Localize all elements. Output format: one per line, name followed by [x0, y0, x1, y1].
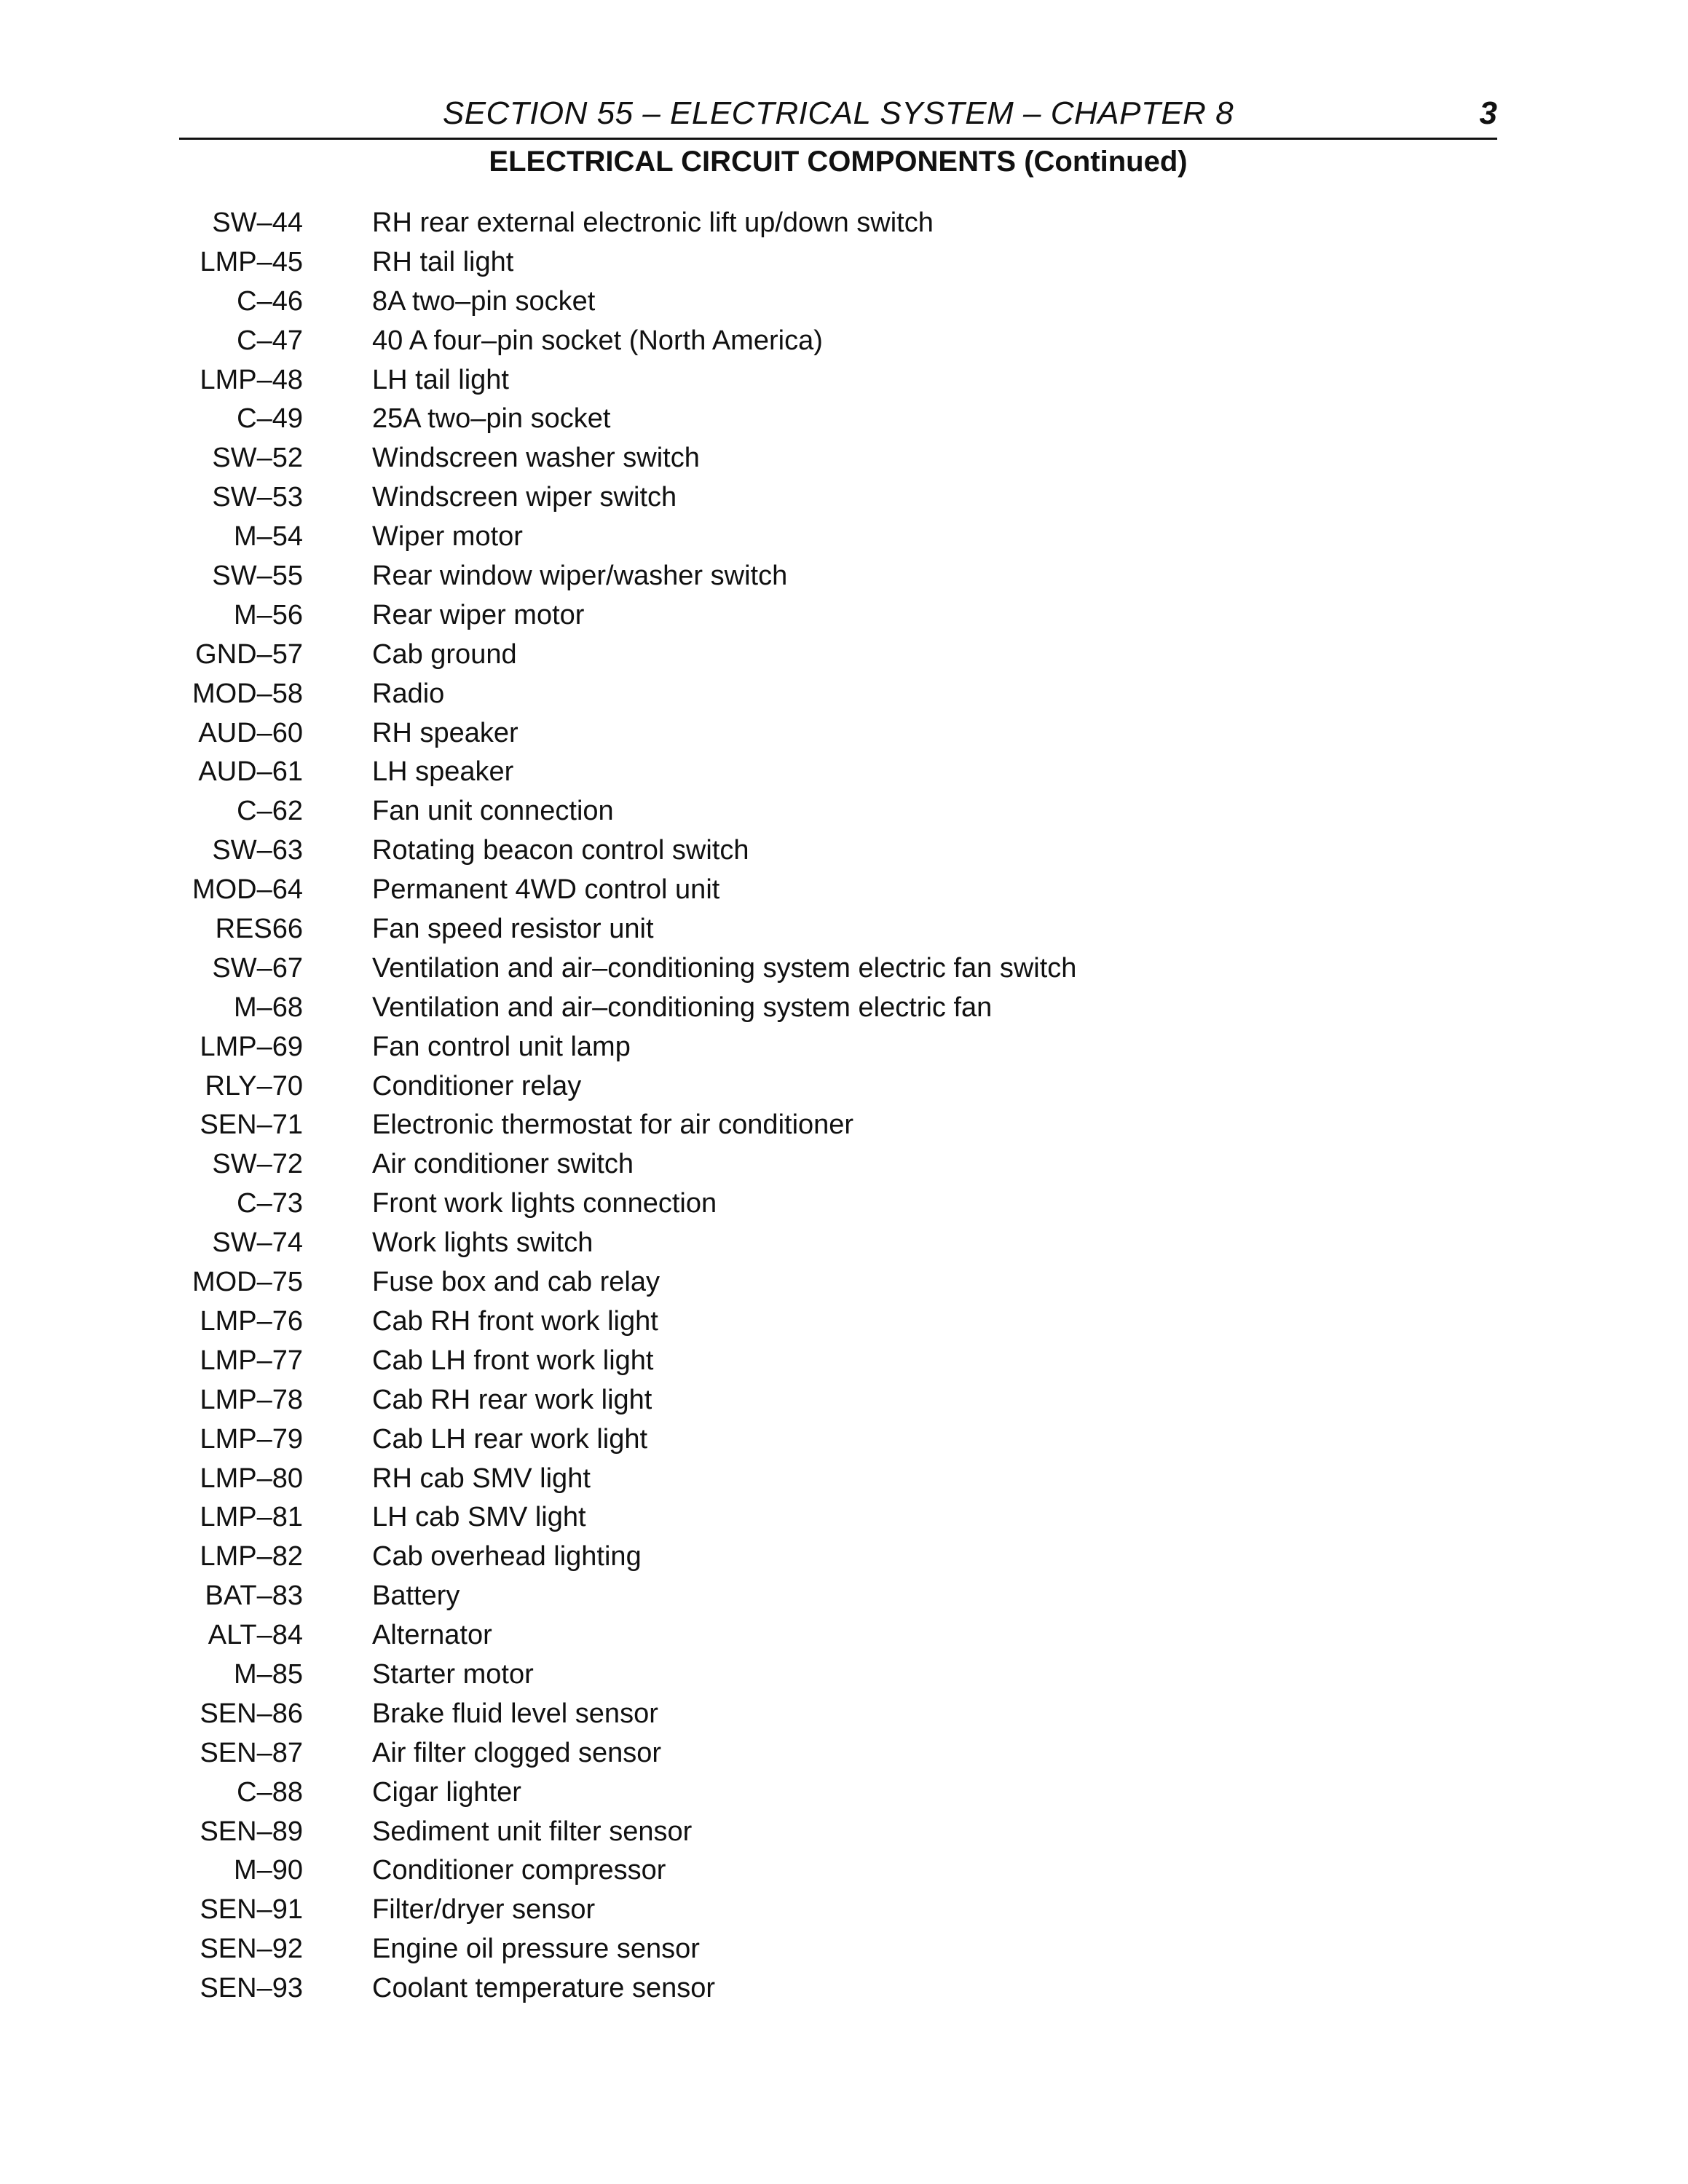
component-list — [0, 203, 1688, 2008]
component-code: SW–63 — [212, 835, 303, 866]
component-description: Cab RH rear work light — [372, 1384, 652, 1415]
component-code: SW–53 — [212, 482, 303, 513]
section-title: SECTION 55 – ELECTRICAL SYSTEM – CHAPTER 8 — [442, 95, 1234, 131]
component-description: Rear wiper motor — [372, 599, 585, 630]
list-item — [0, 1184, 1688, 1223]
component-code: SEN–87 — [200, 1737, 303, 1768]
component-description: Work lights switch — [372, 1227, 593, 1259]
component-description: Fuse box and cab relay — [372, 1267, 660, 1298]
list-item — [0, 909, 1688, 949]
list-item — [0, 1459, 1688, 1498]
component-code: M–85 — [233, 1658, 303, 1690]
component-code: BAT–83 — [205, 1580, 303, 1612]
component-description: Windscreen wiper switch — [372, 482, 677, 513]
list-item — [0, 635, 1688, 674]
component-description: Rotating beacon control switch — [372, 835, 749, 866]
component-code: LMP–80 — [200, 1463, 303, 1494]
component-description: 25A two–pin socket — [372, 403, 611, 435]
list-item — [0, 517, 1688, 556]
list-item — [0, 1890, 1688, 1929]
component-code: SW–55 — [212, 561, 303, 592]
list-item — [0, 596, 1688, 635]
list-item — [0, 1733, 1688, 1773]
list-item — [0, 282, 1688, 321]
list-item — [0, 949, 1688, 988]
list-item — [0, 1576, 1688, 1615]
list-item — [0, 556, 1688, 596]
component-code: LMP–82 — [200, 1541, 303, 1572]
list-item — [0, 203, 1688, 242]
component-description: LH tail light — [372, 364, 509, 395]
component-code: C–62 — [237, 796, 303, 827]
component-description: 40 A four–pin socket (North America) — [372, 325, 823, 356]
component-description: Battery — [372, 1580, 460, 1612]
component-description: Engine oil pressure sensor — [372, 1934, 700, 1965]
list-item — [0, 1929, 1688, 1969]
component-description: Coolant temperature sensor — [372, 1973, 716, 2004]
list-item — [0, 870, 1688, 909]
component-code: SW–74 — [212, 1227, 303, 1259]
component-code: LMP–78 — [200, 1384, 303, 1415]
component-description: Filter/dryer sensor — [372, 1894, 596, 1926]
list-item — [0, 988, 1688, 1027]
component-description: Conditioner relay — [372, 1070, 582, 1101]
component-description: RH cab SMV light — [372, 1463, 591, 1494]
component-description: Air conditioner switch — [372, 1149, 634, 1180]
component-code: SEN–91 — [200, 1894, 303, 1926]
component-code: M–68 — [233, 992, 303, 1023]
page-header — [179, 93, 1497, 140]
component-description: 8A two–pin socket — [372, 285, 596, 317]
header-divider — [179, 138, 1497, 140]
component-code: GND–57 — [195, 638, 303, 670]
component-code: AUD–60 — [198, 717, 303, 748]
list-item — [0, 1105, 1688, 1144]
list-item — [0, 399, 1688, 438]
list-item — [0, 1497, 1688, 1537]
component-description: Electronic thermostat for air conditioner — [372, 1109, 854, 1141]
component-description: Cab RH front work light — [372, 1305, 658, 1337]
component-code: LMP–69 — [200, 1031, 303, 1062]
list-item — [0, 1262, 1688, 1302]
list-item — [0, 1302, 1688, 1341]
component-code: MOD–64 — [192, 874, 303, 906]
component-code: MOD–58 — [192, 678, 303, 709]
component-description: RH rear external electronic lift up/down switch — [372, 207, 934, 238]
list-item — [0, 752, 1688, 791]
component-code: LMP–79 — [200, 1423, 303, 1455]
component-description: LH speaker — [372, 756, 514, 788]
component-code: ALT–84 — [208, 1620, 303, 1651]
component-code: LMP–77 — [200, 1345, 303, 1376]
list-item — [0, 1380, 1688, 1420]
component-description: Cigar lighter — [372, 1776, 521, 1808]
component-description: Wiper motor — [372, 521, 523, 553]
component-code: MOD–75 — [192, 1267, 303, 1298]
component-description: Cab LH front work light — [372, 1345, 654, 1376]
list-item — [0, 1027, 1688, 1067]
list-item — [0, 791, 1688, 831]
component-description: Cab overhead lighting — [372, 1541, 642, 1572]
component-description: RH speaker — [372, 717, 518, 748]
component-code: LMP–45 — [200, 246, 303, 277]
component-code: C–47 — [237, 325, 303, 356]
page-subtitle: ELECTRICAL CIRCUIT COMPONENTS (Continued) — [489, 146, 1188, 178]
list-item — [0, 1223, 1688, 1262]
component-code: RES66 — [215, 914, 303, 945]
component-description: Brake fluid level sensor — [372, 1698, 658, 1729]
component-code: SW–67 — [212, 952, 303, 984]
component-code: SEN–93 — [200, 1973, 303, 2004]
component-description: Ventilation and air–conditioning system electric fan — [372, 992, 993, 1023]
list-item — [0, 360, 1688, 400]
list-item — [0, 1694, 1688, 1733]
list-item — [0, 1537, 1688, 1576]
list-item — [0, 831, 1688, 870]
component-code: C–46 — [237, 285, 303, 317]
component-description: Ventilation and air–conditioning system electric fan switch — [372, 952, 1077, 984]
list-item — [0, 1969, 1688, 2008]
component-description: LH cab SMV light — [372, 1502, 586, 1533]
list-item — [0, 1655, 1688, 1694]
component-code: LMP–48 — [200, 364, 303, 395]
component-code: M–56 — [233, 599, 303, 630]
list-item — [0, 478, 1688, 517]
list-item — [0, 674, 1688, 713]
component-code: SW–44 — [212, 207, 303, 238]
list-item — [0, 1067, 1688, 1106]
component-description: Cab LH rear work light — [372, 1423, 648, 1455]
component-code: C–73 — [237, 1188, 303, 1219]
list-item — [0, 321, 1688, 360]
component-description: Starter motor — [372, 1658, 534, 1690]
component-code: SEN–71 — [200, 1109, 303, 1141]
component-description: Alternator — [372, 1620, 492, 1651]
component-code: M–54 — [233, 521, 303, 553]
list-item — [0, 1615, 1688, 1655]
component-description: Front work lights connection — [372, 1188, 717, 1219]
component-code: SW–52 — [212, 443, 303, 474]
component-description: Sediment unit filter sensor — [372, 1816, 693, 1847]
component-code: SEN–89 — [200, 1816, 303, 1847]
component-description: RH tail light — [372, 246, 514, 277]
list-item — [0, 1851, 1688, 1890]
component-code: AUD–61 — [198, 756, 303, 788]
component-code: M–90 — [233, 1855, 303, 1886]
component-description: Conditioner compressor — [372, 1855, 666, 1886]
list-item — [0, 1420, 1688, 1459]
component-code: LMP–81 — [200, 1502, 303, 1533]
list-item — [0, 1144, 1688, 1184]
component-description: Windscreen washer switch — [372, 443, 700, 474]
list-item — [0, 713, 1688, 753]
component-code: LMP–76 — [200, 1305, 303, 1337]
list-item — [0, 1773, 1688, 1812]
list-item — [0, 1812, 1688, 1851]
list-item — [0, 1341, 1688, 1380]
component-description: Fan unit connection — [372, 796, 614, 827]
component-description: Radio — [372, 678, 445, 709]
component-description: Cab ground — [372, 638, 517, 670]
component-code: SEN–86 — [200, 1698, 303, 1729]
list-item — [0, 242, 1688, 282]
component-code: SEN–92 — [200, 1934, 303, 1965]
list-item — [0, 438, 1688, 478]
component-code: SW–72 — [212, 1149, 303, 1180]
page-number: 3 — [1479, 95, 1497, 131]
component-description: Permanent 4WD control unit — [372, 874, 720, 906]
component-code: C–49 — [237, 403, 303, 435]
component-code: RLY–70 — [205, 1070, 303, 1101]
component-description: Fan control unit lamp — [372, 1031, 631, 1062]
component-description: Rear window wiper/washer switch — [372, 561, 788, 592]
component-description: Fan speed resistor unit — [372, 914, 654, 945]
component-code: C–88 — [237, 1776, 303, 1808]
component-description: Air filter clogged sensor — [372, 1737, 662, 1768]
